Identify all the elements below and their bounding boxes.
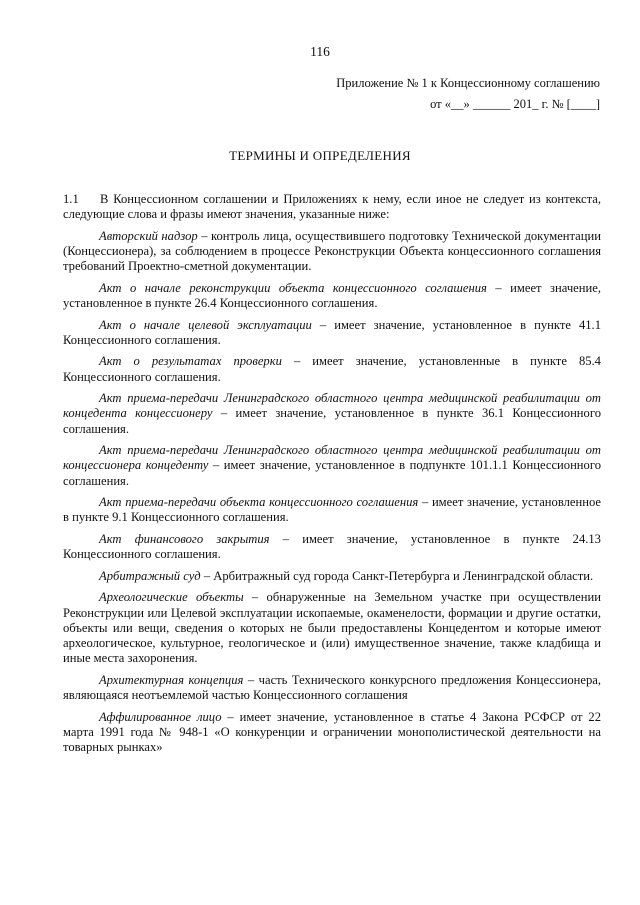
definition-text: – имеет значение, установленное в пункте 41.1 Концессионного соглашения. [63, 317, 602, 347]
definition-item [63, 495, 601, 525]
definition-text: – имеет значение, установленное в пункте 24.13 Концессионного соглашения. [63, 531, 601, 562]
definition-item [63, 229, 601, 275]
definition-term: Акт финансового закрытия [99, 531, 270, 546]
definition-text: – обнаруженные на Земельном участке при осуществлении Реконструкции или Целевой эксплуатации ископаемые, окаменелости, формации и другие остатки, объекты или вещи, сведения о которых не были предоставлены Концедентом и которые имеют археологическое, культурное, геологическое и (или) имущественное значение, также кладбища и иные места захоронения. [63, 590, 601, 666]
definition-term: Аффилированное лицо [99, 709, 222, 724]
definition-term: Акт о начале целевой эксплуатации [99, 317, 312, 332]
definition-item [63, 354, 601, 384]
appendix-header: Приложение № 1 к Концессионному соглашению [336, 76, 600, 90]
page-number: 116 [310, 44, 330, 59]
appendix-date-line: от «__» ______ 201_ г. № [____] [430, 97, 600, 111]
definition-term: Акт приема-передачи объекта концессионного соглашения [99, 495, 419, 510]
intro-paragraph [63, 192, 601, 222]
definition-item [63, 318, 601, 348]
definition-item [63, 673, 601, 703]
definition-text: – Арбитражный суд города Санкт-Петербурга и Ленинградской области. [200, 568, 594, 583]
intro-text: В Концессионном соглашении и Приложениях к нему, если иное не следует из контекста, следующие слова и фразы имеют значения, указанные ниже: [63, 192, 601, 222]
definition-item [63, 281, 601, 311]
definition-item [63, 590, 601, 666]
document-body [63, 192, 601, 762]
clause-number: 1.1 [63, 192, 79, 206]
section-title: ТЕРМИНЫ И ОПРЕДЕЛЕНИЯ [229, 148, 411, 163]
definition-item [63, 532, 601, 562]
definition-term: Акт приема-передачи Ленинградского областного центра медицинской реабилитации от концессионера концеденту [63, 443, 601, 473]
definition-term: Арбитражный суд [99, 568, 201, 583]
definition-item [63, 443, 601, 489]
definition-text: – часть Технического конкурсного предложения Концессионера, являющаяся неотъемлемой частью Концессионного соглашения [63, 672, 601, 702]
definition-text: – имеет значение, установленное в пункте 26.4 Концессионного соглашения. [63, 280, 601, 310]
definition-term: Авторский надзор [99, 228, 198, 243]
definition-text: – имеет значение, установленное в пункте 9.1 Концессионного соглашения. [63, 495, 601, 525]
definition-item [63, 710, 601, 756]
definition-term: Археологические объекты [99, 590, 244, 605]
definition-term: Архитектурная концепция [99, 672, 244, 687]
definition-term: Акт о результатах проверки [99, 354, 282, 369]
definition-item [63, 391, 601, 437]
definition-item [63, 569, 601, 584]
definition-text: – имеет значение, установленное в пункте 36.1 Концессионного соглашения. [63, 406, 601, 436]
definition-text: – имеет значение, установленные в пункте 85.4 Концессионного соглашения. [63, 354, 601, 384]
definition-term: Акт о начале реконструкции объекта концессионного соглашения [99, 280, 487, 295]
definition-text: – имеет значение, установленное в статье 4 Закона РСФСР от 22 марта 1991 года № 948-1 «О конкуренции и ограничении монополистической деятельности на товарных рынках» [63, 709, 601, 754]
definition-text: – имеет значение, установленное в подпункте 101.1.1 Концессионного соглашения. [63, 458, 601, 488]
definition-text: – контроль лица, осуществившего подготовку Технической документации (Концессионера), за соблюдением в процессе Реконструкции Объекта концессионного соглашения требований Проектно-сметной документации. [63, 228, 601, 274]
definition-term: Акт приема-передачи Ленинградского областного центра медицинской реабилитации от концедента концессионеру [63, 391, 601, 421]
